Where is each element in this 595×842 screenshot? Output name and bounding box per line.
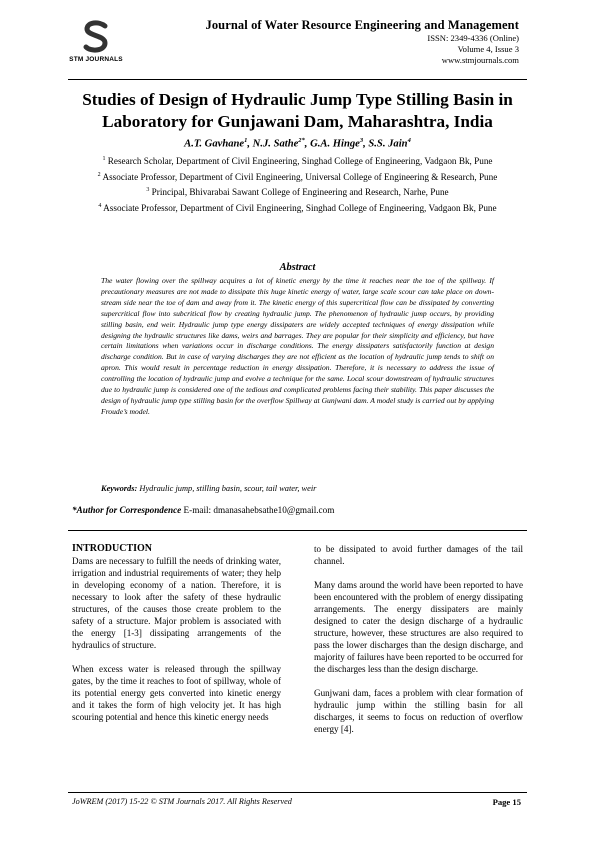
journal-volume: Volume 4, Issue 3 — [457, 44, 519, 54]
introduction-heading: INTRODUCTION — [72, 543, 153, 554]
body-column-left — [72, 543, 281, 735]
author-name: G.A. Hinge — [310, 138, 360, 150]
page-number: Page 15 — [492, 797, 521, 807]
author-affil-mark: 3 — [359, 137, 364, 144]
body-column-right — [314, 543, 523, 747]
body-paragraph: Many dams around the world have been reported to have been encountered with the problem of energy dissipating arrangements. The energy dissipaters are mainly designed to cater the design discharge of a hydraulic structure, however, these structures are also required to pass the lower discharges than the design discharge, and majority of failures have been reported to be occurred for the discharges less than the design discharge. — [314, 580, 523, 674]
footer-divider — [68, 792, 527, 793]
journal-website[interactable]: www.stmjournals.com — [441, 55, 519, 65]
journal-issn: ISSN: 2349-4336 (Online) — [427, 33, 519, 43]
affiliation-mark: 3 — [146, 187, 150, 194]
logo-text: STM JOURNALS — [69, 56, 123, 63]
body-paragraph: to be dissipated to avoid further damages of the tail channel. — [314, 544, 523, 566]
journal-header — [205, 18, 519, 66]
affiliation-text: Associate Professor, Department of Civil Engineering, Singhad College of Engineering, Vadgaon Bk, Pune — [103, 202, 497, 213]
correspondence-email[interactable]: E-mail: dmanasahebsathe10@gmail.com — [183, 505, 335, 515]
journal-name: Journal of Water Resource Engineering and Management — [205, 18, 519, 32]
body-paragraph: When excess water is released through the spillway gates, by the time it reaches to foot of spillway, whole of its potential energy gets converted into kinetic energy and it takes the form of high velocity jet. It has high scouring potential and hence this kinetic energy needs — [72, 664, 281, 722]
header-divider — [68, 79, 527, 80]
author-name: S.S. Jain — [368, 138, 408, 150]
affiliation-item — [70, 169, 525, 183]
abstract-heading: Abstract — [279, 262, 316, 273]
keywords-text: Hydraulic jump, stilling basin, scour, tail water, weir — [139, 484, 317, 493]
keywords-label: Keywords: — [101, 484, 138, 493]
affiliation-item — [70, 153, 525, 167]
body-paragraph: Gunjwani dam, faces a problem with clear formation of hydraulic jump within the stilling basin for all discharges, it seems to focus on reduction of overflow energy [4]. — [314, 688, 523, 734]
author-list: A.T. Gavhane$^1$, N.J. Sathe$^{2*}$, G.A. Hinge$^3$, S.S. Jain$^4$ — [184, 137, 411, 150]
body-paragraph: Dams are necessary to fulfill the needs of drinking water, irrigation and industrial requirements of water; they help in developing economy of a nation. Therefore, it is necessary to look after the safety of these hydraulic structures, of the causes those create problem to the safety of a structure. Major problem is associated with the energy [1-3] dissipating arrangements of the hydraulics of structure. — [72, 556, 281, 650]
author-affil-mark: 1 — [244, 137, 248, 144]
affiliation-text: Research Scholar, Department of Civil Engineering, Singhad College of Engineering, Vadgaon Bk, Pune — [107, 156, 493, 167]
abstract-text: The water flowing over the spillway acquires a lot of kinetic energy by the time it reaches near the toe of the spillway. If precautionary measures are not made to dissipate this huge kinetic energy of water, large scale scour can take place on down-stream side near the toe of dam and away from it. The kinetic energy of this supercritical flow can be dissipated by converting supercritical flow into subcritical flow by creating hydraulic jump. The phenomenon of hydraulic jump occurs, by providing stilling basin, end weir. Hydraulic jump type energy dissipaters are widely accepted techniques of energy dissipation while designing the hydraulic structures like dams, weirs and barrages. They are popular for their simplicity and efficiency, but have certain limitations when variations occur in discharge conditions. The energy dissipaters satisfactorily function at design discharge condition. But in case of varying discharges they are not efficient as the location of hydraulic jump tends to shift on apron. This would result in percentage reduction in energy dissipation. Therefore, it is necessary to address the issue of controlling the location of hydraulic jump and evolve a technique for the same. Local scour downstream of hydraulic structures due to hydraulic jump is considered one of the tedious and complicated problems facing their stability. This paper discusses the design of hydraulic jump type stilling basin for the overflow Spillway at Gunjwani dam. A model study is carried out by applying Froude’s model. — [101, 276, 494, 416]
affiliation-mark: 4 — [98, 202, 102, 209]
affiliation-list — [70, 153, 525, 215]
affiliation-mark: 2 — [97, 171, 101, 178]
stm-logo-icon — [81, 20, 111, 54]
correspondence-label: *Author for Correspondence — [72, 505, 182, 515]
correspondence-line — [72, 505, 532, 515]
author-affil-mark: 4 — [407, 137, 411, 144]
keywords-line — [101, 484, 521, 493]
affiliation-text: Associate Professor, Department of Civil Engineering, Universal College of Engineering & Research, Pune — [102, 171, 498, 182]
stm-journals-logo — [68, 20, 124, 66]
footer-citation: JoWREM (2017) 15-22 © STM Journals 2017. All Rights Reserved — [72, 797, 292, 806]
section-divider — [68, 530, 527, 531]
author-name: N.J. Sathe — [252, 138, 299, 150]
author-name: A.T. Gavhane — [184, 138, 245, 150]
author-affil-mark: 2* — [298, 137, 305, 144]
affiliation-item — [70, 200, 525, 214]
affiliation-text: Principal, Bhivarabai Sawant College of Engineering and Research, Narhe, Pune — [151, 187, 449, 198]
paper-title: Studies of Design of Hydraulic Jump Type Stilling Basin in Laboratory for Gunjawani Dam, Maharashtra, India — [82, 90, 513, 131]
affiliation-mark: 1 — [102, 156, 106, 162]
affiliation-item — [70, 184, 525, 198]
